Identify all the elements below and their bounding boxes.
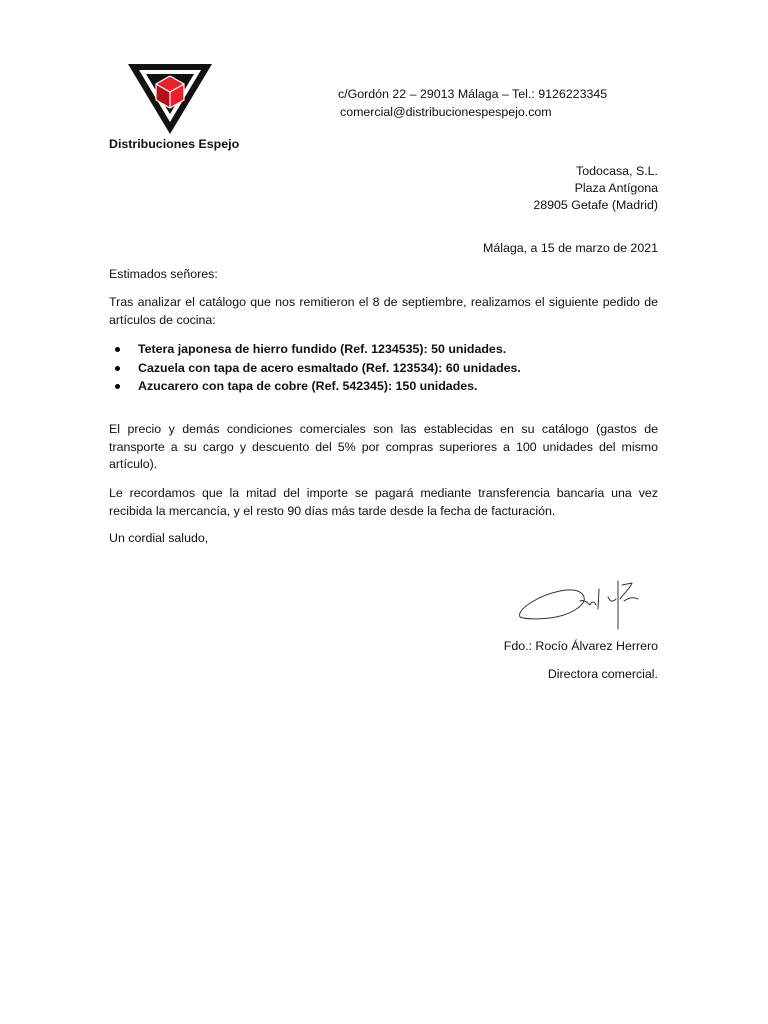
payment-paragraph: Le recordamos que la mitad del importe se pagará mediante transferencia bancaria una vez recibida la mercancía, y el resto 90 días más tarde desde la fecha de facturación. [109, 486, 658, 518]
address-line: c/Gordón 22 – 29013 Málaga – Tel.: 9126223345 [338, 87, 608, 101]
conditions-paragraph: El precio y demás condiciones comerciales son las establecidas en su catálogo (gastos de transporte a su cargo y descuento del 5% por compras superiores a 100 unidades del mismo artículo). [109, 422, 658, 471]
handwritten-signature [512, 575, 640, 631]
recipient-name: Todocasa, S.L. [576, 164, 658, 178]
contact-block [338, 85, 607, 121]
intro-paragraph: Tras analizar el catálogo que nos remitieron el 8 de septiembre, realizamos el siguiente pedido de artículos de cocina: [109, 295, 658, 327]
company-logo [126, 60, 214, 136]
closing-line: Un cordial saludo, [109, 531, 209, 545]
triangle-cube-logo-icon [126, 60, 214, 136]
date-line: Málaga, a 15 de marzo de 2021 [483, 241, 658, 255]
signer-role: Directora comercial. [547, 667, 658, 681]
email-address: comercial@distribucionespespejo.com [340, 105, 552, 119]
recipient-city: 28905 Getafe (Madrid) [533, 198, 658, 212]
order-items-list [109, 340, 658, 396]
list-item: Azucarero con tapa de cobre (Ref. 542345): 150 unidades. [109, 377, 658, 396]
list-item: Tetera japonesa de hierro fundido (Ref. 1234535): 50 unidades. [109, 340, 658, 359]
recipient-street: Plaza Antígona [574, 181, 658, 195]
recipient-address [533, 163, 658, 214]
list-item: Cazuela con tapa de acero esmaltado (Ref. 123534): 60 unidades. [109, 359, 658, 378]
greeting: Estimados señores: [109, 267, 218, 281]
signer-name: Fdo.: Rocío Álvarez Herrero [503, 639, 658, 653]
company-name: Distribuciones Espejo [109, 137, 240, 151]
